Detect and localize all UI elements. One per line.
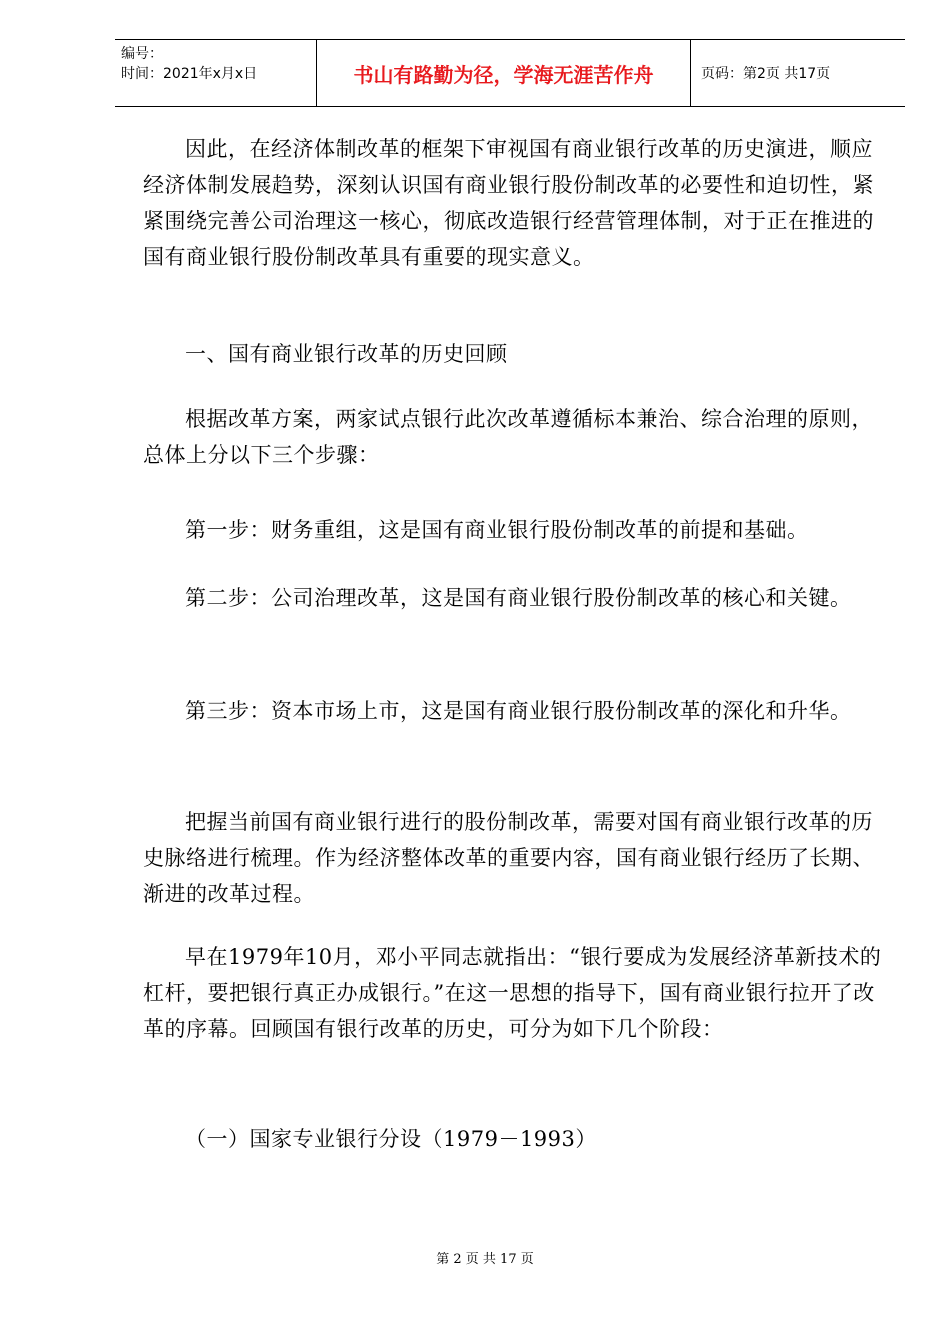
header-page-info: 页码：第2页 共17页 xyxy=(701,66,831,82)
paragraph-history: 把握当前国有商业银行进行的股份制改革，需要对国有商业银行改革的历史脉络进行梳理。作为经济整体改革的重要内容，国有商业银行经历了长期、渐进的改革过程。 xyxy=(143,810,874,906)
paragraph-intro: 因此，在经济体制改革的框架下审视国有商业银行改革的历史演进，顺应经济体制发展趋势，深刻认识国有商业银行股份制改革的必要性和迫切性，紧紧围绕完善公司治理这一核心，彻底改造银行经营管理体制，对于正在推进的国有商业银行股份制改革具有重要的现实意义。 xyxy=(143,137,874,269)
header-motto: 书山有路勤为径，学海无涯苦作舟 xyxy=(317,40,691,106)
page-footer: 第 2 页 共 17 页 xyxy=(436,1252,534,1267)
paragraph-step-three: 第三步：资本市场上市，这是国有商业银行股份制改革的深化和升华。 xyxy=(185,699,852,723)
paragraph-1979: 早在1979年10月，邓小平同志就指出：“银行要成为发展经济革新技术的杠杆，要把银行真正办成银行。”在这一思想的指导下，国有商业银行拉开了改革的序幕。回顾国有银行改革的历史，可分为如下几个阶段： xyxy=(143,945,882,1041)
subsection-heading: （一）国家专业银行分设（1979－1993） xyxy=(185,1127,597,1151)
paragraph-reform-plan: 根据改革方案，两家试点银行此次改革遵循标本兼治、综合治理的原则，总体上分以下三个步骤： xyxy=(143,407,873,467)
header-meta-cell xyxy=(115,40,317,106)
paragraph-step-two: 第二步：公司治理改革，这是国有商业银行股份制改革的核心和关键。 xyxy=(185,586,852,610)
paragraph-step-one: 第一步：财务重组，这是国有商业银行股份制改革的前提和基础。 xyxy=(185,518,809,542)
document-time-label: 时间：2021年x月x日 xyxy=(121,66,258,82)
document-number-label: 编号： xyxy=(121,46,163,62)
page-header xyxy=(115,39,905,107)
section-heading: 一、国有商业银行改革的历史回顾 xyxy=(185,342,508,366)
